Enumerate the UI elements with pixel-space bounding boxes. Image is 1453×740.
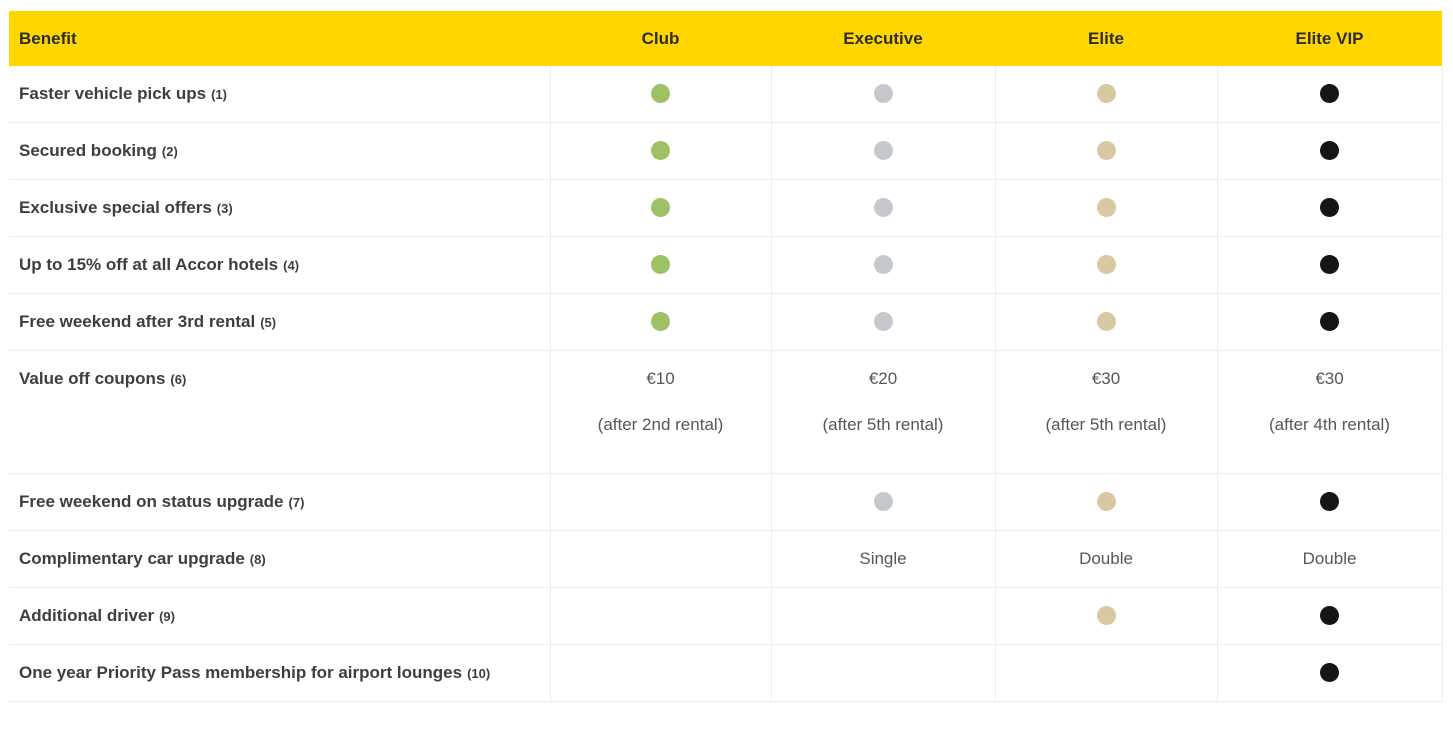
included-dot-elite	[1097, 312, 1116, 331]
tier-cell	[550, 294, 771, 351]
tier-cell	[995, 645, 1217, 702]
included-dot-club	[651, 198, 670, 217]
benefit-footnote: (7)	[288, 495, 305, 510]
column-header-elite: Elite	[995, 11, 1217, 66]
benefit-footnote: (8)	[249, 552, 266, 567]
table-row	[9, 645, 1442, 702]
benefit-footnote: (1)	[211, 87, 227, 102]
benefit-label: One year Priority Pass membership for airport lounges	[19, 663, 463, 682]
included-dot-club	[651, 141, 670, 160]
tier-cell	[550, 180, 771, 237]
tier-cell	[1217, 588, 1442, 645]
benefit-footnote: (2)	[161, 144, 178, 159]
included-dot-executive	[874, 255, 893, 274]
benefit-cell	[9, 123, 550, 180]
benefit-footnote: (4)	[283, 258, 300, 273]
included-dot-executive	[874, 84, 893, 103]
included-dot-elite-vip	[1320, 312, 1339, 331]
included-dot-elite-vip	[1320, 255, 1339, 274]
tier-cell	[550, 531, 771, 588]
tier-cell	[995, 66, 1217, 123]
included-dot-club	[651, 255, 670, 274]
coupon-value: €30	[1315, 369, 1344, 388]
tier-cell	[550, 588, 771, 645]
included-dot-executive	[874, 312, 893, 331]
benefit-cell	[9, 531, 550, 588]
tier-cell	[550, 123, 771, 180]
column-header-club: Club	[550, 11, 771, 66]
table-row	[9, 588, 1442, 645]
tier-cell	[1217, 351, 1442, 474]
benefit-cell	[9, 180, 550, 237]
table-header	[9, 11, 1442, 66]
included-dot-club	[651, 312, 670, 331]
tier-cell	[550, 66, 771, 123]
tier-cell	[771, 237, 995, 294]
coupon-value: €10	[646, 369, 675, 388]
included-dot-elite-vip	[1320, 141, 1339, 160]
benefits-comparison-table	[9, 11, 1443, 702]
tier-cell	[550, 351, 771, 474]
table-row	[9, 474, 1442, 531]
included-dot-elite-vip	[1320, 663, 1339, 682]
coupon-condition: (after 2nd rental)	[597, 415, 724, 434]
tier-cell	[995, 588, 1217, 645]
tier-cell	[550, 474, 771, 531]
benefit-cell	[9, 237, 550, 294]
coupon-value: €20	[868, 369, 898, 388]
benefit-label: Secured booking	[19, 141, 157, 160]
included-dot-executive	[874, 198, 893, 217]
included-dot-elite	[1097, 84, 1116, 103]
tier-cell	[550, 237, 771, 294]
tier-cell	[550, 645, 771, 702]
column-header-executive: Executive	[771, 11, 995, 66]
benefit-label: Up to 15% off at all Accor hotels	[19, 255, 279, 274]
table-row	[9, 180, 1442, 237]
included-dot-elite-vip	[1320, 84, 1339, 103]
tier-cell	[771, 474, 995, 531]
included-dot-club	[651, 84, 670, 103]
tier-cell	[1217, 294, 1442, 351]
tier-cell	[995, 237, 1217, 294]
benefits-table-body	[9, 66, 1442, 702]
table-row	[9, 123, 1442, 180]
benefit-cell	[9, 645, 550, 702]
benefit-footnote: (10)	[467, 666, 491, 681]
tier-cell	[1217, 474, 1442, 531]
column-header-elite-vip: Elite VIP	[1217, 11, 1442, 66]
coupon-condition: (after 5th rental)	[1045, 415, 1167, 434]
included-dot-elite	[1097, 606, 1116, 625]
tier-cell	[995, 180, 1217, 237]
benefit-label: Free weekend after 3rd rental	[19, 312, 256, 331]
table-row	[9, 237, 1442, 294]
benefit-cell	[9, 474, 550, 531]
tier-value-text: Double	[1217, 531, 1442, 588]
coupon-value: €30	[1091, 369, 1121, 388]
benefit-cell	[9, 588, 550, 645]
tier-cell	[771, 588, 995, 645]
included-dot-elite	[1097, 492, 1116, 511]
tier-cell	[1217, 180, 1442, 237]
tier-cell	[771, 180, 995, 237]
included-dot-executive	[874, 492, 893, 511]
tier-cell	[995, 474, 1217, 531]
benefit-footnote: (9)	[159, 609, 175, 624]
benefit-cell	[9, 351, 550, 474]
tier-cell	[771, 66, 995, 123]
benefit-label: Faster vehicle pick ups	[19, 84, 207, 103]
included-dot-elite-vip	[1320, 198, 1339, 217]
coupon-condition: (after 5th rental)	[822, 415, 944, 434]
included-dot-executive	[874, 141, 893, 160]
included-dot-elite	[1097, 141, 1116, 160]
benefit-footnote: (3)	[216, 201, 233, 216]
benefit-label: Free weekend on status upgrade	[19, 492, 284, 511]
benefit-cell	[9, 294, 550, 351]
benefit-label: Complimentary car upgrade	[19, 549, 245, 568]
tier-cell	[995, 123, 1217, 180]
tier-cell	[771, 351, 995, 474]
table-row	[9, 351, 1442, 474]
tier-cell	[995, 351, 1217, 474]
tier-cell	[1217, 123, 1442, 180]
included-dot-elite-vip	[1320, 606, 1339, 625]
tier-cell	[1217, 66, 1442, 123]
benefit-label: Exclusive special offers	[19, 198, 212, 217]
coupon-condition: (after 4th rental)	[1269, 415, 1390, 434]
included-dot-elite-vip	[1320, 492, 1339, 511]
benefit-footnote: (6)	[170, 372, 187, 387]
table-row	[9, 531, 1442, 588]
tier-cell	[771, 294, 995, 351]
benefit-label: Value off coupons	[19, 369, 166, 388]
tier-value-text: Single	[771, 531, 995, 588]
column-header-benefit: Benefit	[9, 11, 550, 66]
benefit-footnote: (5)	[260, 315, 277, 330]
tier-cell	[771, 123, 995, 180]
tier-cell	[1217, 237, 1442, 294]
tier-cell	[771, 645, 995, 702]
table-row	[9, 66, 1442, 123]
included-dot-elite	[1097, 198, 1116, 217]
header-row	[9, 11, 1442, 66]
table-row	[9, 294, 1442, 351]
benefit-cell	[9, 66, 550, 123]
tier-cell	[1217, 645, 1442, 702]
tier-cell	[995, 294, 1217, 351]
included-dot-elite	[1097, 255, 1116, 274]
benefit-label: Additional driver	[19, 606, 155, 625]
tier-value-text: Double	[995, 531, 1217, 588]
